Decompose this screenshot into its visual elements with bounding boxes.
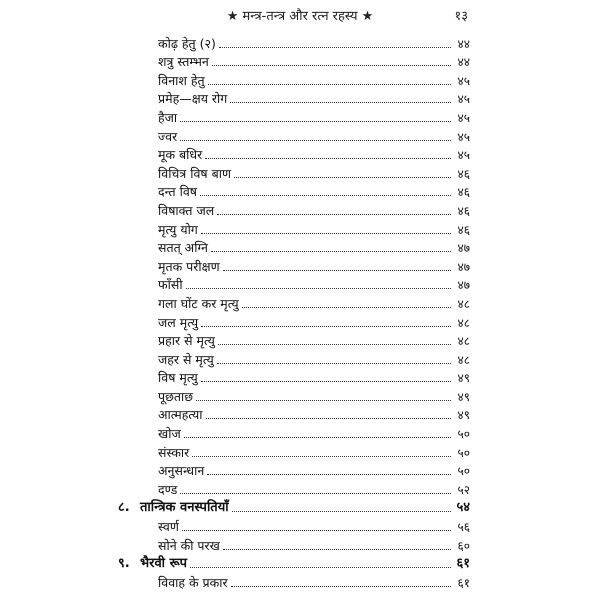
- dot-leader: [234, 176, 451, 178]
- toc-page-number: ५४: [456, 500, 470, 516]
- toc-page-number: ४८: [457, 334, 470, 349]
- toc-page-number: ४९: [457, 389, 470, 404]
- toc-entry-label: स्वर्ण: [158, 519, 179, 535]
- toc-page-number: ४८: [457, 352, 470, 367]
- toc-page-number: ४५: [457, 148, 470, 163]
- running-header: [0, 4, 600, 26]
- toc-row: [118, 369, 470, 388]
- toc-row: [118, 573, 470, 592]
- toc-page-number: ४७: [457, 259, 470, 274]
- toc-chapter-row: [118, 499, 470, 518]
- toc-page-number: ५२: [457, 482, 470, 497]
- dot-leader: [242, 306, 451, 308]
- toc-page-number: ६१: [456, 556, 470, 572]
- toc-entry-label: विष मृत्यु: [158, 370, 198, 386]
- toc-row: [118, 480, 470, 499]
- toc-page-number: ४८: [457, 296, 470, 311]
- dot-leader: [231, 585, 451, 587]
- dot-leader: [184, 436, 451, 438]
- toc-page-number: ४५: [457, 129, 470, 144]
- toc-page-number: ५०: [457, 427, 470, 442]
- dot-leader: [201, 232, 451, 234]
- toc-entry-label: पूछताछ: [158, 388, 193, 404]
- dot-leader: [180, 139, 451, 141]
- toc-entry-label: मृतक परीक्षण: [158, 258, 220, 274]
- toc-page-number: ४४: [457, 55, 470, 70]
- toc-entry-label: विनाश हेतु: [158, 72, 205, 88]
- toc-page-number: ४५: [457, 110, 470, 125]
- toc-row: [118, 313, 470, 332]
- toc-page-number: ४६: [457, 185, 470, 200]
- toc-row: [118, 462, 470, 481]
- toc-entry-label: सतत् अग्नि: [158, 240, 208, 256]
- toc-entry-label: दन्त विष: [158, 184, 197, 200]
- toc-row: [118, 257, 470, 276]
- toc-entry-label: संस्कार: [158, 444, 190, 460]
- toc-entry-label: ज्वर: [158, 128, 178, 144]
- toc-page-number: ४९: [457, 371, 470, 386]
- toc-row: [118, 424, 470, 443]
- toc-page-number: ४८: [457, 315, 470, 330]
- toc-row: [118, 183, 470, 202]
- toc-entry-label: तान्त्रिक वनस्पतियाँ: [140, 500, 229, 516]
- dot-leader: [223, 548, 451, 550]
- toc-entry-label: प्रमेह—क्षय रोग: [158, 91, 228, 107]
- toc-row: [118, 406, 470, 425]
- toc-row: [118, 53, 470, 72]
- toc-row: [118, 201, 470, 220]
- toc-entry-label: प्रहार से मृत्यु: [158, 333, 215, 349]
- dot-leader: [190, 566, 451, 568]
- toc-row: [118, 239, 470, 258]
- toc-page-number: ५०: [457, 464, 470, 479]
- toc-entry-label: फाँसी: [158, 277, 183, 293]
- dot-leader: [205, 157, 451, 159]
- toc-entry-label: मृत्यु योग: [158, 221, 198, 237]
- toc-row: [118, 536, 470, 555]
- chapter-number: ९.: [118, 556, 130, 572]
- toc-page-number: ४६: [457, 203, 470, 218]
- toc-row: [118, 332, 470, 351]
- toc-page-number: ४५: [457, 92, 470, 107]
- toc-row: [118, 220, 470, 239]
- toc-entry-label: अनुसन्धान: [158, 463, 205, 479]
- dot-leader: [211, 250, 451, 252]
- toc-page-number: ४९: [457, 408, 470, 423]
- dot-leader: [219, 46, 451, 48]
- toc-entry-label: दण्ड: [158, 481, 178, 497]
- toc-chapter-row: [118, 555, 470, 574]
- dot-leader: [230, 101, 451, 103]
- toc-entry-label: मूक बधिर: [158, 147, 203, 163]
- dot-leader: [206, 417, 451, 419]
- dot-leader: [217, 362, 451, 364]
- chapter-number: ८.: [118, 500, 130, 516]
- toc-entry-label: हैजा: [158, 109, 178, 125]
- toc-row: [118, 90, 470, 109]
- header-title: ★ मन्त्र-तन्त्र और रत्न रहस्य ★: [226, 9, 374, 24]
- dot-leader: [217, 213, 451, 215]
- toc-row: [118, 276, 470, 295]
- dot-leader: [201, 325, 451, 327]
- toc-page-number: ४७: [457, 278, 470, 293]
- toc-row: [118, 164, 470, 183]
- dot-leader: [212, 64, 451, 66]
- dot-leader: [196, 399, 451, 401]
- dot-leader: [182, 529, 451, 531]
- dot-leader: [201, 380, 451, 382]
- toc-page-number: ६१: [457, 575, 470, 590]
- header-page-number: १३: [454, 9, 468, 24]
- table-of-contents: [118, 34, 470, 592]
- toc-row: [118, 34, 470, 53]
- dot-leader: [218, 343, 451, 345]
- toc-page-number: ५६: [457, 520, 470, 535]
- toc-row: [118, 127, 470, 146]
- toc-entry-label: जहर से मृत्यु: [158, 351, 214, 367]
- dot-leader: [200, 194, 451, 196]
- dot-leader: [186, 287, 451, 289]
- dot-leader: [192, 455, 451, 457]
- toc-page-number: ४७: [457, 241, 470, 256]
- toc-page-number: ४५: [457, 73, 470, 88]
- toc-entry-label: खोज: [158, 426, 181, 442]
- toc-entry-label: शत्रु स्तम्भन: [158, 54, 209, 70]
- toc-row: [118, 294, 470, 313]
- dot-leader: [180, 492, 451, 494]
- toc-row: [118, 71, 470, 90]
- toc-entry-label: विचित्र विष बाण: [158, 165, 232, 181]
- toc-row: [118, 443, 470, 462]
- dot-leader: [232, 510, 451, 512]
- toc-page-number: ४६: [457, 222, 470, 237]
- toc-entry-label: जल मृत्यु: [158, 314, 199, 330]
- toc-entry-label: सोने की परख: [158, 537, 220, 553]
- toc-row: [118, 146, 470, 165]
- toc-entry-label: विषाक्त जल: [158, 202, 215, 218]
- toc-page-number: ६०: [457, 538, 470, 553]
- toc-entry-label: आत्महत्या: [158, 407, 203, 423]
- dot-leader: [208, 83, 451, 85]
- dot-leader: [207, 473, 451, 475]
- toc-row: [118, 350, 470, 369]
- toc-page-number: ४४: [457, 36, 470, 51]
- dot-leader: [223, 269, 451, 271]
- toc-entry-label: भैरवी रूप: [140, 556, 188, 572]
- dot-leader: [180, 120, 451, 122]
- toc-page-number: ५०: [457, 445, 470, 460]
- toc-entry-label: विवाह के प्रकार: [158, 574, 228, 590]
- toc-row: [118, 517, 470, 536]
- toc-page-number: ४६: [457, 166, 470, 181]
- toc-row: [118, 387, 470, 406]
- toc-entry-label: गला घोंट कर मृत्यु: [158, 295, 239, 311]
- toc-entry-label: कोढ़ हेतु (२): [158, 35, 216, 51]
- toc-row: [118, 108, 470, 127]
